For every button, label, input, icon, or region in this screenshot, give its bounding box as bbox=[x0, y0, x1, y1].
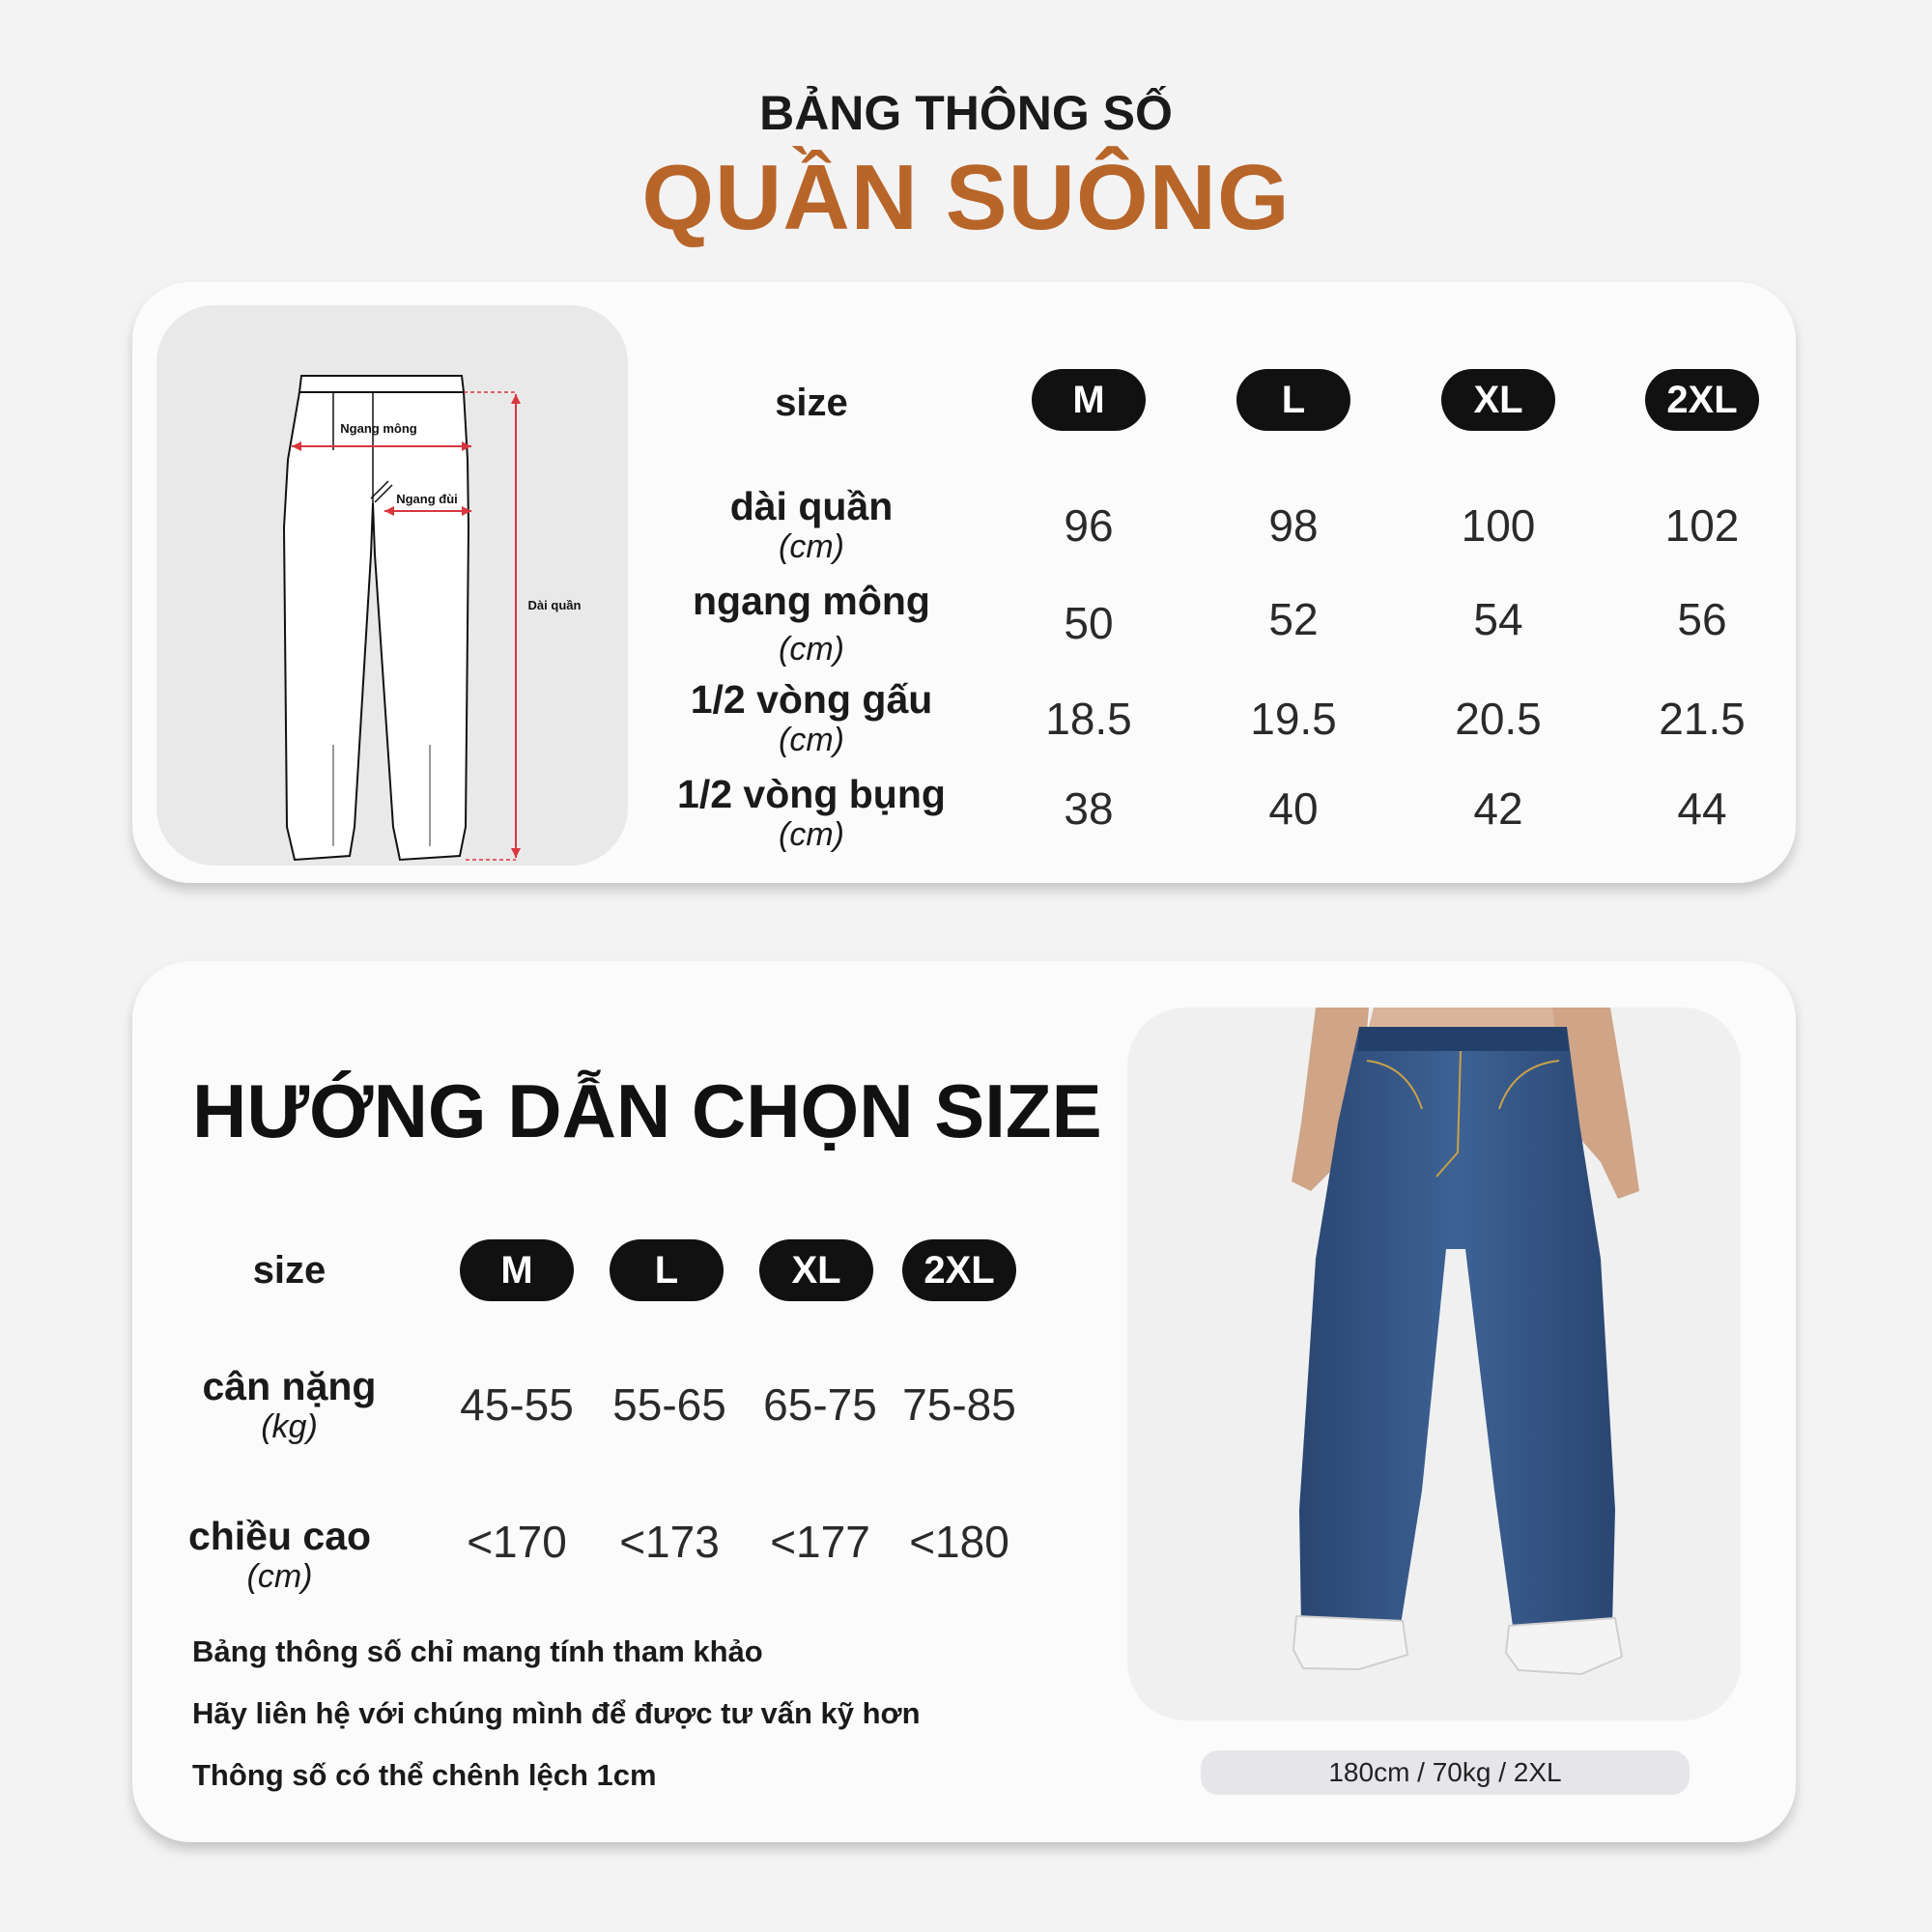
spec-value: 98 bbox=[1268, 500, 1319, 551]
spec-row-label: 1/2 vòng bụng (cm) bbox=[677, 772, 946, 853]
spec-row-label: dài quần (cm) bbox=[729, 484, 894, 565]
header-subtitle: BẢNG THÔNG SỐ bbox=[759, 86, 1173, 140]
spec-value: 56 bbox=[1677, 594, 1727, 644]
guide-value: <170 bbox=[467, 1517, 567, 1567]
guide-size-pill-2xl: 2XL bbox=[902, 1239, 1016, 1301]
spec-value: 42 bbox=[1473, 783, 1523, 834]
spec-value: 19.5 bbox=[1250, 694, 1337, 744]
diagram-hip-label: Ngang mông bbox=[340, 421, 417, 436]
guide-size-pill-l: L bbox=[610, 1239, 724, 1301]
diagram-thigh-label: Ngang đùi bbox=[396, 492, 458, 506]
guide-size-header: size bbox=[252, 1249, 327, 1292]
guide-row-label: cân nặng (kg) bbox=[202, 1364, 377, 1445]
guide-title: HƯỚNG DẪN CHỌN SIZE bbox=[192, 1068, 1102, 1153]
spec-size-pill-2xl: 2XL bbox=[1645, 369, 1759, 431]
spec-row-label: ngang mông (cm) bbox=[693, 579, 930, 668]
spec-size-pill-l: L bbox=[1236, 369, 1350, 431]
guide-row-label: chiều cao (cm) bbox=[187, 1514, 372, 1595]
spec-value: 21.5 bbox=[1659, 694, 1746, 744]
spec-value: 102 bbox=[1664, 500, 1740, 551]
spec-value: 40 bbox=[1268, 783, 1319, 834]
model-photo bbox=[1127, 1008, 1741, 1720]
guide-note: Hãy liên hệ với chúng mình để được tư vấn kỹ hơn bbox=[192, 1696, 921, 1730]
spec-card bbox=[132, 282, 1796, 883]
spec-size-pill-xl: XL bbox=[1441, 369, 1555, 431]
spec-value: 50 bbox=[1064, 598, 1114, 648]
spec-value: 20.5 bbox=[1455, 694, 1542, 744]
spec-value: 18.5 bbox=[1045, 694, 1132, 744]
guide-note: Bảng thông số chỉ mang tính tham khảo bbox=[192, 1634, 763, 1668]
spec-size-pill-m: M bbox=[1032, 369, 1146, 431]
guide-value: <177 bbox=[770, 1517, 870, 1567]
pants-diagram bbox=[156, 305, 628, 866]
spec-value: 54 bbox=[1473, 594, 1523, 644]
guide-value: 65-75 bbox=[763, 1379, 877, 1430]
guide-note: Thông số có thể chênh lệch 1cm bbox=[192, 1758, 657, 1792]
guide-value: 75-85 bbox=[902, 1379, 1016, 1430]
guide-value: <173 bbox=[619, 1517, 720, 1567]
photo-caption: 180cm / 70kg / 2XL bbox=[1201, 1750, 1690, 1795]
guide-card bbox=[132, 961, 1796, 1842]
guide-size-pill-m: M bbox=[460, 1239, 574, 1301]
spec-value: 52 bbox=[1268, 594, 1319, 644]
header-title: QUẦN SUÔNG bbox=[641, 146, 1291, 249]
guide-value: 45-55 bbox=[460, 1379, 574, 1430]
guide-value: <180 bbox=[909, 1517, 1009, 1567]
spec-size-header: size bbox=[775, 382, 848, 424]
spec-value: 38 bbox=[1064, 783, 1114, 834]
guide-size-pill-xl: XL bbox=[759, 1239, 873, 1301]
diagram-length-label: Dài quần bbox=[527, 598, 582, 612]
spec-row-label: 1/2 vòng gấu (cm) bbox=[690, 677, 933, 758]
spec-value: 100 bbox=[1461, 500, 1536, 551]
guide-value: 55-65 bbox=[612, 1379, 726, 1430]
spec-value: 96 bbox=[1064, 500, 1114, 551]
spec-value: 44 bbox=[1677, 783, 1727, 834]
